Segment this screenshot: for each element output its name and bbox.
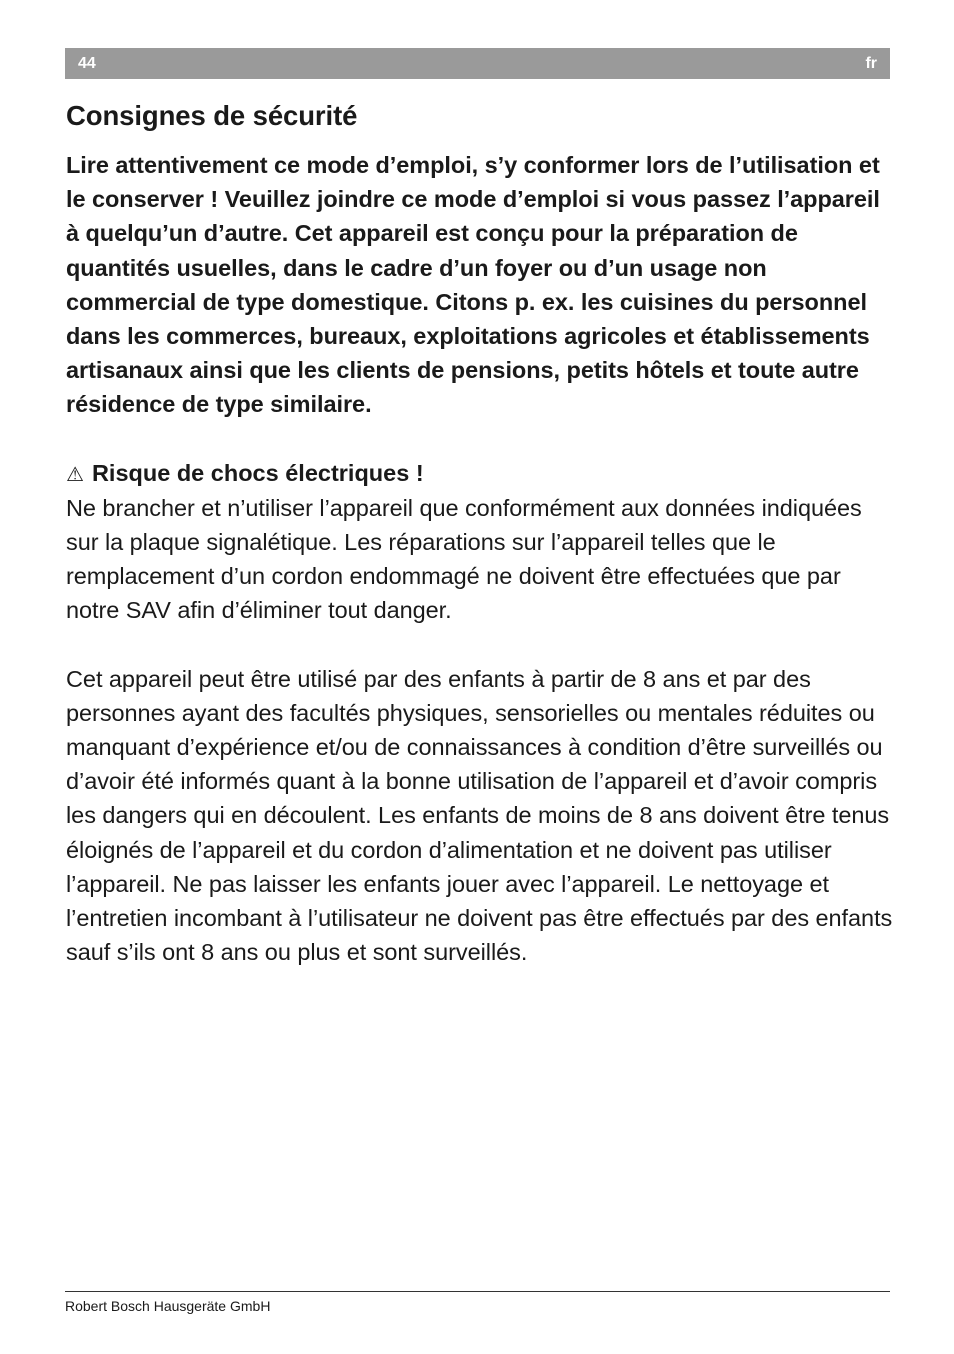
page-header-bar: [65, 48, 890, 79]
footer-company: Robert Bosch Hausgeräte GmbH: [65, 1298, 271, 1314]
section-title: Consignes de sécurité: [66, 100, 358, 131]
electric-shock-warning: [66, 456, 896, 628]
warning-title: Risque de chocs électriques !: [91, 459, 424, 486]
children-safety-paragraph: Cet appareil peut être utilisé par des enfants à partir de 8 ans et par des personnes ayant des facultés physiques, sensorielles ou mentales réduites ou manquant d’expérience et/ou de connaissances à condition d’être surveillés ou d’avoir été informés quant à la bonne utilisation de l’appareil et d’avoir compris les dangers qui en découlent. Les enfants de moins de 8 ans doivent être tenus éloignés de l’appareil et du cordon d’alimentation et ne doivent pas utiliser l’appareil. Ne pas laisser les enfants jouer avec l’appareil. Le nettoyage et l’entretien incombant à l’utilisateur ne doivent pas être effectués par des enfants sauf s’ils ont 8 ans ou plus et sont surveillés.: [66, 665, 893, 966]
footer-divider: [65, 1291, 890, 1292]
language-code: fr: [865, 55, 877, 72]
page-number: 44: [78, 55, 96, 72]
warning-text: Ne brancher et n’utiliser l’appareil que conformément aux données indiquées sur la plaque signalétique. Les réparations sur l’appareil telles que le remplacement d’un cordon endommagé ne doivent être effectuées que par notre SAV afin d’éliminer tout danger.: [66, 494, 862, 624]
warning-triangle-icon: ⚠: [66, 461, 84, 486]
warning-heading: [66, 456, 896, 491]
page-content: [66, 96, 896, 969]
intro-paragraph: Lire attentivement ce mode d’emploi, s’y conformer lors de l’utilisation et le conserver ! Veuillez joindre ce mode d’emploi si vous passez l’appareil à quelqu’un d’autre. Cet appareil est conçu pour la préparation de quantités usuelles, dans le cadre d’un foyer ou d’un usage non commercial de type domestique. Citons p. ex. les cuisines du personnel dans les commerces, bureaux, exploitations agricoles et établissements artisanaux ainsi que les clients de pensions, petits hôtels et toute autre résidence de type similaire.: [66, 152, 880, 418]
